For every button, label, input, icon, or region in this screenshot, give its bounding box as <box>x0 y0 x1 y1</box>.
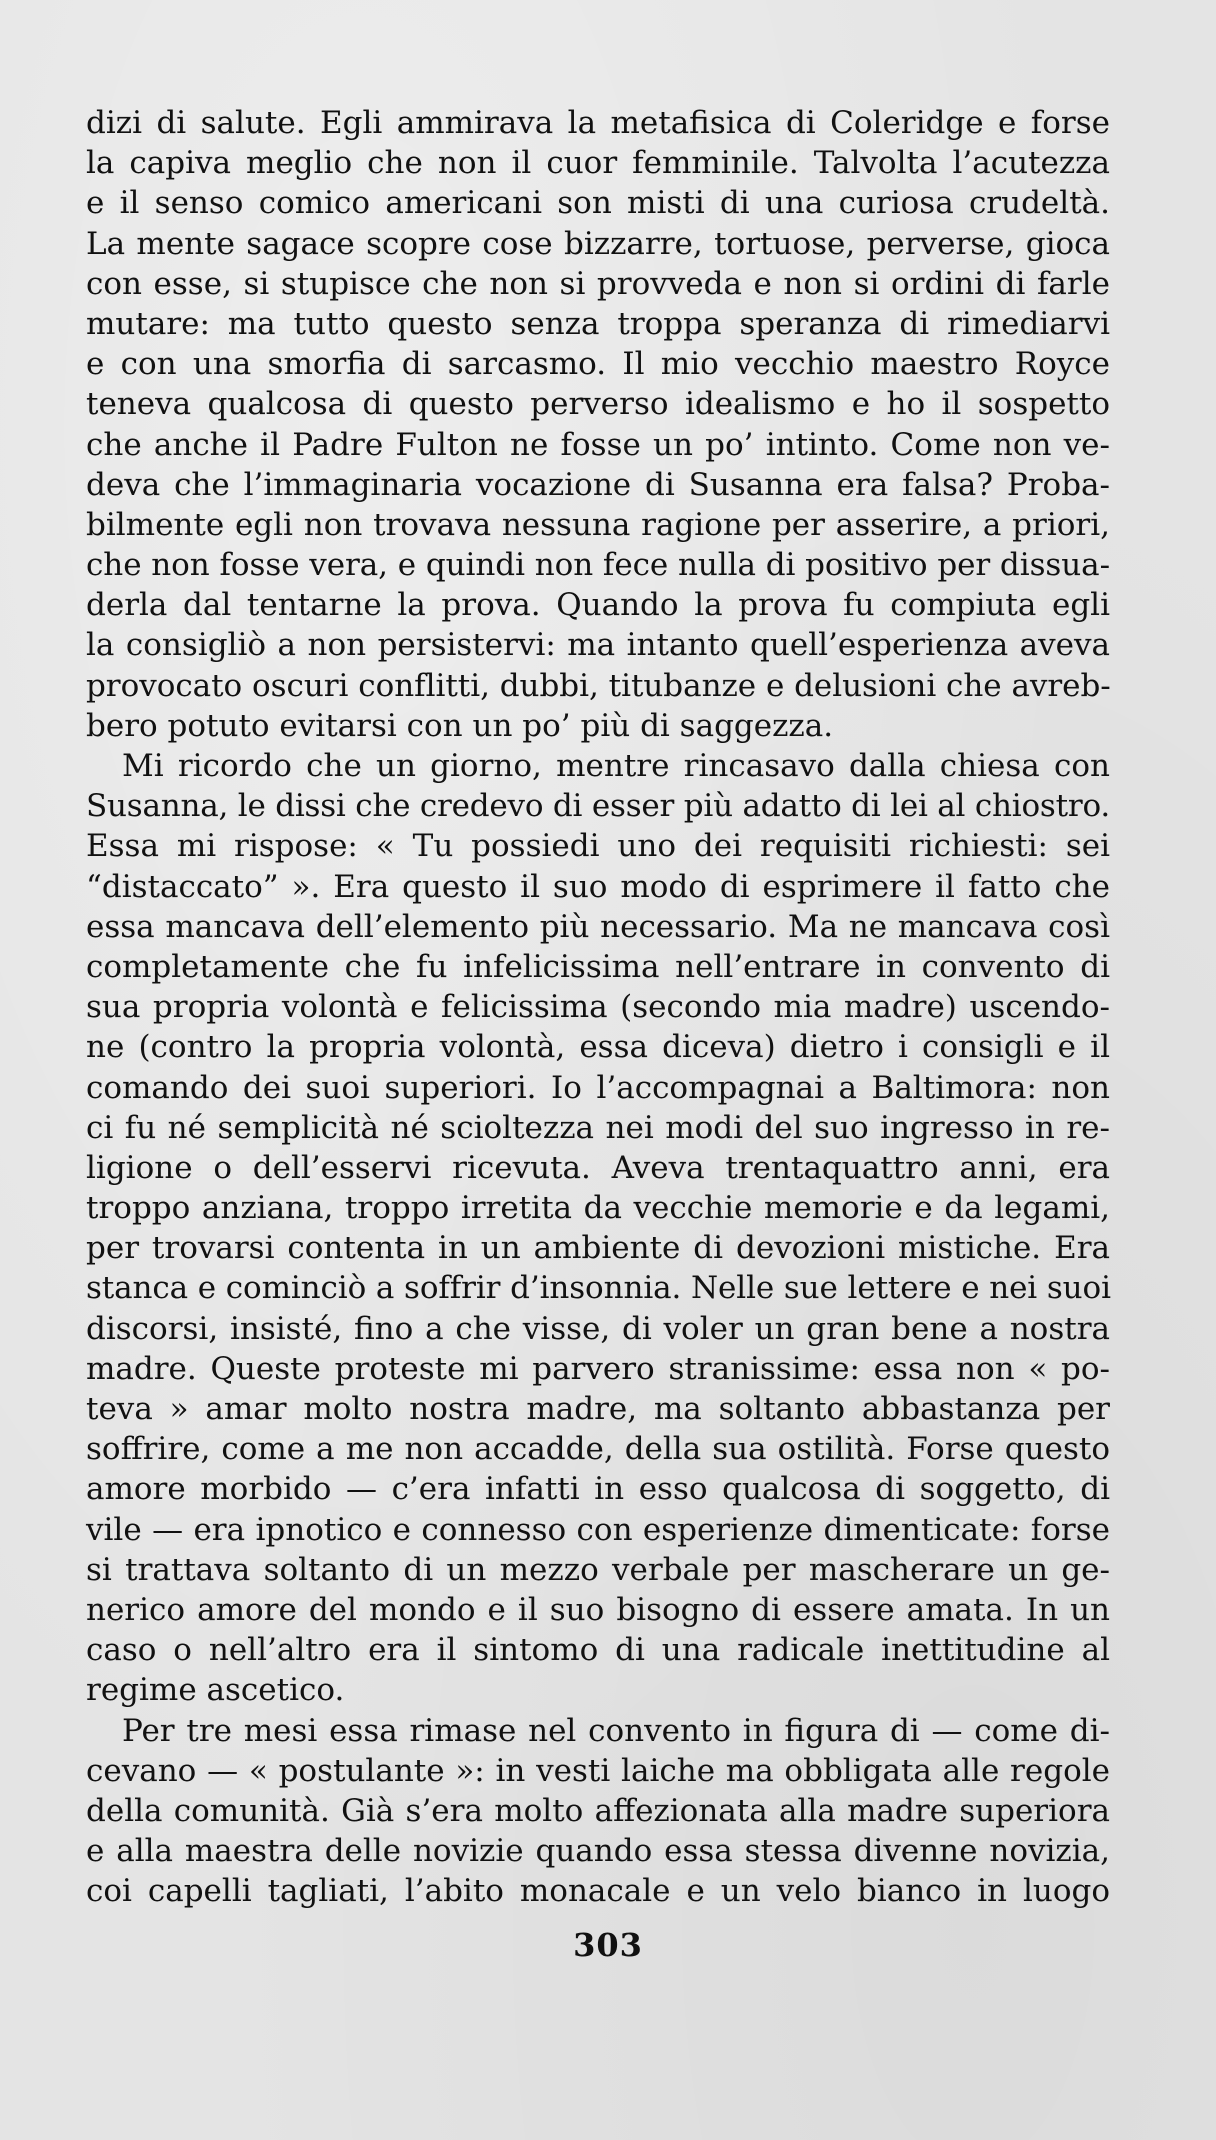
text-line: completamente che fu infelicissima nell’entrare in convento di <box>86 948 1110 985</box>
page-number: 303 <box>573 1926 643 1964</box>
text-line: discorsi, insisté, fino a che visse, di voler un gran bene a nostra <box>86 1310 1110 1347</box>
text-line: La mente sagace scopre cose bizzarre, tortuose, perverse, gioca <box>86 225 1110 262</box>
paragraph <box>86 1711 1110 1912</box>
text-line: caso o nell’altro era il sintomo di una radicale inettitudine al <box>86 1632 1110 1669</box>
text-line: ci fu né semplicità né scioltezza nei modi del suo ingresso in re- <box>86 1109 1110 1146</box>
text-line: cevano — « postulante »: in vesti laiche ma obbligata alle regole <box>86 1752 1110 1789</box>
text-line: della comunità. Già s’era molto affezionata alla madre superiora <box>86 1792 1110 1829</box>
text-line: e il senso comico americani son misti di una curiosa crudeltà. <box>86 185 1110 222</box>
text-line: madre. Queste proteste mi parvero stranissime: essa non « po- <box>86 1350 1110 1387</box>
text-line: con esse, si stupisce che non si provveda e non si ordini di farle <box>86 265 1110 302</box>
paragraph <box>86 103 1110 746</box>
text-line: ne (contro la propria volontà, essa diceva) dietro i consigli e il <box>86 1029 1110 1066</box>
text-line: bero potuto evitarsi con un po’ più di saggezza. <box>86 707 834 744</box>
text-line: nerico amore del mondo e il suo bisogno di essere amata. In un <box>86 1591 1110 1628</box>
text-line: essa mancava dell’elemento più necessario. Ma ne mancava così <box>86 908 1110 945</box>
text-line: si trattava soltanto di un mezzo verbale per mascherare un ge- <box>86 1551 1110 1588</box>
text-line: amore morbido — c’era infatti in esso qualcosa di soggetto, di <box>86 1471 1110 1508</box>
text-line: Susanna, le dissi che credevo di esser più adatto di lei al chiostro. <box>86 788 1110 825</box>
text-line: che anche il Padre Fulton ne fosse un po’ intinto. Come non ve- <box>86 426 1110 463</box>
text-line: che non fosse vera, e quindi non fece nulla di positivo per dissua- <box>86 547 1110 584</box>
text-line: coi capelli tagliati, l’abito monacale e un velo bianco in luogo <box>86 1873 1110 1910</box>
text-line: comando dei suoi superiori. Io l’accompagnai a Baltimora: non <box>86 1069 1110 1106</box>
text-line: Essa mi rispose: « Tu possiedi uno dei requisiti richiesti: sei <box>86 828 1110 865</box>
paragraph <box>86 746 1110 1711</box>
text-line: provocato oscuri conflitti, dubbi, titubanze e delusioni che avreb- <box>86 667 1111 704</box>
text-line: dizi di salute. Egli ammirava la metafisica di Coleridge e forse <box>86 105 1110 141</box>
text-line: sua propria volontà e felicissima (secondo mia madre) uscendo- <box>86 989 1110 1026</box>
text-line: teneva qualcosa di questo perverso idealismo e ho il sospetto <box>86 386 1110 423</box>
text-line: bilmente egli non trovava nessuna ragione per asserire, a priori, <box>86 506 1110 543</box>
text-line: regime ascetico. <box>86 1672 345 1709</box>
text-line: “distaccato” ». Era questo il suo modo di esprimere il fatto che <box>86 868 1110 905</box>
text-line: soffrire, come a me non accadde, della sua ostilità. Forse questo <box>86 1431 1110 1468</box>
text-line: Per tre mesi essa rimase nel convento in figura di — come di- <box>122 1712 1110 1749</box>
text-line: Mi ricordo che un giorno, mentre rincasavo dalla chiesa con <box>122 748 1110 784</box>
text-line: derla dal tentarne la prova. Quando la prova fu compiuta egli <box>86 587 1110 624</box>
text-line: troppo anziana, troppo irretita da vecchie memorie e da legami, <box>86 1190 1110 1227</box>
body-text <box>86 103 1110 1911</box>
text-line: e con una smorfia di sarcasmo. Il mio vecchio maestro Royce <box>86 346 1110 383</box>
text-line: la capiva meglio che non il cuor femminile. Talvolta l’acutezza <box>86 145 1110 182</box>
text-line: per trovarsi contenta in un ambiente di devozioni mistiche. Era <box>86 1230 1110 1267</box>
text-line: deva che l’immaginaria vocazione di Susanna era falsa? Proba- <box>86 466 1110 503</box>
text-line: stanca e cominciò a soffrir d’insonnia. Nelle sue lettere e nei suoi <box>86 1270 1111 1307</box>
text-line: la consigliò a non persistervi: ma intanto quell’esperienza aveva <box>86 627 1110 664</box>
text-line: ligione o dell’esservi ricevuta. Aveva trentaquattro anni, era <box>86 1149 1110 1186</box>
text-line: e alla maestra delle novizie quando essa stessa divenne novizia, <box>86 1833 1110 1870</box>
text-line: vile — era ipnotico e connesso con esperienze dimenticate: forse <box>86 1511 1110 1548</box>
text-line: mutare: ma tutto questo senza troppa speranza di rimediarvi <box>86 305 1110 342</box>
text-line: teva » amar molto nostra madre, ma soltanto abbastanza per <box>86 1391 1110 1427</box>
